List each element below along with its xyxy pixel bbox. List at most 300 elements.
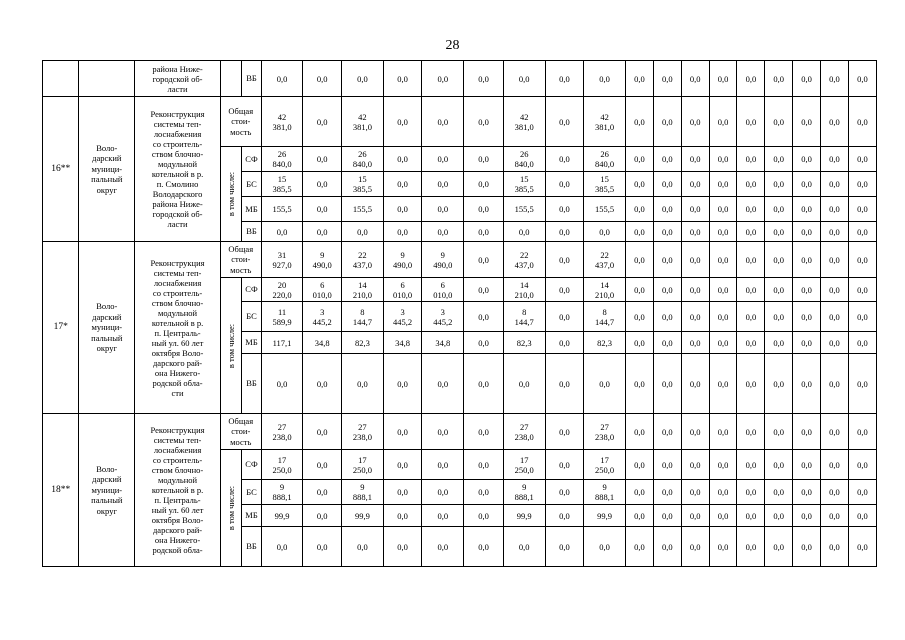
value-cell: 34,8 xyxy=(422,332,464,354)
value-cell: 0,0 xyxy=(821,61,849,97)
object-name-cell: района Ниже- городской об- ласти xyxy=(135,61,221,97)
value-cell: 0,0 xyxy=(383,197,422,222)
row-number-cell: 16** xyxy=(43,97,79,242)
value-cell: 0,0 xyxy=(342,61,384,97)
value-cell: 0,0 xyxy=(709,61,737,97)
value-cell: 0,0 xyxy=(765,61,793,97)
value-cell: 0,0 xyxy=(653,97,681,147)
value-cell: 0,0 xyxy=(626,450,654,480)
value-cell: 34,8 xyxy=(383,332,422,354)
incl-label-cell xyxy=(220,147,241,242)
value-cell: 0,0 xyxy=(793,97,821,147)
value-cell: 0,0 xyxy=(626,505,654,527)
value-cell: 0,0 xyxy=(422,222,464,242)
value-cell: 0,0 xyxy=(422,172,464,197)
value-cell: 99,9 xyxy=(584,505,626,527)
value-cell: 0,0 xyxy=(848,450,876,480)
value-cell: 0,0 xyxy=(584,61,626,97)
value-cell: 17 250,0 xyxy=(503,450,545,480)
value-cell: 0,0 xyxy=(848,97,876,147)
value-cell: 0,0 xyxy=(709,450,737,480)
value-cell: 27 238,0 xyxy=(584,414,626,450)
value-cell: 9 888,1 xyxy=(342,480,384,505)
value-cell: 20 220,0 xyxy=(261,278,303,302)
value-cell: 0,0 xyxy=(653,332,681,354)
value-cell: 0,0 xyxy=(626,172,654,197)
value-cell: 0,0 xyxy=(303,147,342,172)
value-cell: 0,0 xyxy=(626,527,654,567)
value-cell: 9 888,1 xyxy=(503,480,545,505)
value-cell: 0,0 xyxy=(681,450,709,480)
value-cell: 0,0 xyxy=(737,414,765,450)
value-cell: 0,0 xyxy=(626,97,654,147)
value-cell: 0,0 xyxy=(545,480,584,505)
value-cell: 0,0 xyxy=(383,222,422,242)
value-cell: 0,0 xyxy=(422,97,464,147)
value-cell: 0,0 xyxy=(545,61,584,97)
table-row xyxy=(43,414,877,450)
value-cell: 0,0 xyxy=(653,147,681,172)
value-cell: 14 210,0 xyxy=(584,278,626,302)
value-cell: 0,0 xyxy=(464,505,504,527)
value-cell: 0,0 xyxy=(464,97,504,147)
value-cell: 0,0 xyxy=(737,172,765,197)
value-cell: 0,0 xyxy=(681,197,709,222)
value-cell: 0,0 xyxy=(737,97,765,147)
value-cell: 0,0 xyxy=(383,414,422,450)
value-cell: 0,0 xyxy=(626,61,654,97)
value-cell: 82,3 xyxy=(584,332,626,354)
value-cell: 0,0 xyxy=(422,505,464,527)
value-cell: 0,0 xyxy=(821,197,849,222)
value-cell: 0,0 xyxy=(737,505,765,527)
total-cost-label: Общая стои- мость xyxy=(220,97,261,147)
object-name-cell: Реконструкция системы теп- лоснабжения со строитель- ством блочно- модульной котельной в р. п. Смолино Володарского района Ниже- городской об- ласти xyxy=(135,97,221,242)
value-cell: 11 589,9 xyxy=(261,302,303,332)
value-cell: 3 445,2 xyxy=(303,302,342,332)
value-cell: 0,0 xyxy=(821,172,849,197)
value-cell: 0,0 xyxy=(709,222,737,242)
value-cell: 0,0 xyxy=(848,197,876,222)
value-cell: 0,0 xyxy=(709,242,737,278)
value-cell: 0,0 xyxy=(821,527,849,567)
object-name-cell: Реконструкция системы теп- лоснабжения со строитель- ством блочно- модульной котельной в р. п. Централь- ный ул. 60 лет октября Воло- дарского рай- она Нижего- родской обла- сти xyxy=(135,242,221,414)
value-cell: 0,0 xyxy=(653,278,681,302)
value-cell: 0,0 xyxy=(626,242,654,278)
value-cell: 27 238,0 xyxy=(503,414,545,450)
value-cell: 0,0 xyxy=(584,222,626,242)
municipality-cell: Воло- дарский муници- пальный округ xyxy=(79,97,135,242)
value-cell: 155,5 xyxy=(261,197,303,222)
value-cell: 0,0 xyxy=(383,505,422,527)
value-cell: 0,0 xyxy=(422,61,464,97)
value-cell: 0,0 xyxy=(303,172,342,197)
value-cell: 34,8 xyxy=(303,332,342,354)
value-cell: 0,0 xyxy=(737,527,765,567)
value-cell: 0,0 xyxy=(261,527,303,567)
value-cell: 0,0 xyxy=(765,97,793,147)
value-cell: 0,0 xyxy=(464,354,504,414)
value-cell: 0,0 xyxy=(709,332,737,354)
value-cell: 0,0 xyxy=(709,302,737,332)
funding-type-cell: БС xyxy=(242,172,261,197)
value-cell: 0,0 xyxy=(793,147,821,172)
value-cell: 99,9 xyxy=(503,505,545,527)
value-cell: 0,0 xyxy=(848,147,876,172)
value-cell: 3 445,2 xyxy=(422,302,464,332)
value-cell: 0,0 xyxy=(737,222,765,242)
value-cell: 99,9 xyxy=(342,505,384,527)
value-cell: 0,0 xyxy=(709,505,737,527)
value-cell: 26 840,0 xyxy=(584,147,626,172)
value-cell: 0,0 xyxy=(464,197,504,222)
value-cell: 0,0 xyxy=(503,61,545,97)
value-cell: 0,0 xyxy=(765,242,793,278)
value-cell: 99,9 xyxy=(261,505,303,527)
value-cell: 42 381,0 xyxy=(342,97,384,147)
value-cell: 0,0 xyxy=(303,527,342,567)
value-cell: 0,0 xyxy=(422,147,464,172)
value-cell: 0,0 xyxy=(681,480,709,505)
value-cell: 0,0 xyxy=(709,527,737,567)
value-cell: 0,0 xyxy=(545,147,584,172)
value-cell: 0,0 xyxy=(821,480,849,505)
incl-label-cell xyxy=(220,450,241,567)
municipality-cell: Воло- дарский муници- пальный округ xyxy=(79,414,135,567)
value-cell: 0,0 xyxy=(709,147,737,172)
value-cell: 0,0 xyxy=(422,450,464,480)
value-cell: 9 888,1 xyxy=(584,480,626,505)
value-cell: 0,0 xyxy=(383,147,422,172)
value-cell: 42 381,0 xyxy=(503,97,545,147)
value-cell: 0,0 xyxy=(737,354,765,414)
funding-type-cell: ВБ xyxy=(242,354,261,414)
value-cell: 15 385,5 xyxy=(342,172,384,197)
value-cell: 0,0 xyxy=(793,242,821,278)
value-cell: 0,0 xyxy=(464,450,504,480)
value-cell: 0,0 xyxy=(383,61,422,97)
value-cell: 15 385,5 xyxy=(584,172,626,197)
value-cell: 8 144,7 xyxy=(503,302,545,332)
value-cell: 14 210,0 xyxy=(503,278,545,302)
value-cell: 0,0 xyxy=(793,505,821,527)
value-cell: 0,0 xyxy=(848,172,876,197)
value-cell: 0,0 xyxy=(342,354,384,414)
value-cell: 0,0 xyxy=(821,278,849,302)
value-cell: 0,0 xyxy=(737,61,765,97)
value-cell: 0,0 xyxy=(464,302,504,332)
value-cell: 0,0 xyxy=(342,222,384,242)
value-cell: 0,0 xyxy=(303,354,342,414)
value-cell: 0,0 xyxy=(464,61,504,97)
value-cell: 0,0 xyxy=(793,354,821,414)
value-cell: 0,0 xyxy=(626,480,654,505)
value-cell: 0,0 xyxy=(303,414,342,450)
value-cell: 0,0 xyxy=(737,480,765,505)
value-cell: 0,0 xyxy=(464,147,504,172)
value-cell: 0,0 xyxy=(653,302,681,332)
value-cell: 0,0 xyxy=(821,222,849,242)
value-cell: 0,0 xyxy=(793,61,821,97)
value-cell: 0,0 xyxy=(464,332,504,354)
value-cell: 0,0 xyxy=(821,332,849,354)
value-cell: 0,0 xyxy=(681,414,709,450)
funding-type-cell: БС xyxy=(242,480,261,505)
value-cell: 0,0 xyxy=(303,197,342,222)
table-row xyxy=(43,97,877,147)
value-cell: 0,0 xyxy=(793,527,821,567)
value-cell: 0,0 xyxy=(848,278,876,302)
value-cell: 0,0 xyxy=(464,242,504,278)
value-cell: 0,0 xyxy=(626,147,654,172)
value-cell: 0,0 xyxy=(545,414,584,450)
value-cell: 0,0 xyxy=(584,527,626,567)
value-cell: 0,0 xyxy=(737,147,765,172)
value-cell: 0,0 xyxy=(765,505,793,527)
value-cell: 0,0 xyxy=(653,354,681,414)
value-cell: 0,0 xyxy=(821,450,849,480)
value-cell: 0,0 xyxy=(681,505,709,527)
value-cell: 0,0 xyxy=(821,242,849,278)
value-cell: 0,0 xyxy=(848,61,876,97)
value-cell: 117,1 xyxy=(261,332,303,354)
value-cell: 0,0 xyxy=(793,332,821,354)
value-cell: 155,5 xyxy=(584,197,626,222)
value-cell: 0,0 xyxy=(765,414,793,450)
value-cell: 0,0 xyxy=(681,278,709,302)
value-cell: 0,0 xyxy=(464,527,504,567)
value-cell: 0,0 xyxy=(653,222,681,242)
value-cell: 0,0 xyxy=(848,222,876,242)
value-cell: 0,0 xyxy=(422,414,464,450)
value-cell: 0,0 xyxy=(464,278,504,302)
value-cell: 0,0 xyxy=(709,278,737,302)
value-cell: 0,0 xyxy=(303,222,342,242)
value-cell: 3 445,2 xyxy=(383,302,422,332)
value-cell: 0,0 xyxy=(383,354,422,414)
value-cell: 0,0 xyxy=(848,242,876,278)
value-cell: 8 144,7 xyxy=(342,302,384,332)
funding-type-cell: СФ xyxy=(242,147,261,172)
value-cell: 0,0 xyxy=(737,197,765,222)
value-cell: 26 840,0 xyxy=(503,147,545,172)
value-cell: 0,0 xyxy=(653,172,681,197)
value-cell: 31 927,0 xyxy=(261,242,303,278)
value-cell: 0,0 xyxy=(848,505,876,527)
value-cell: 0,0 xyxy=(545,242,584,278)
value-cell: 0,0 xyxy=(821,414,849,450)
value-cell: 0,0 xyxy=(765,197,793,222)
table-row xyxy=(43,242,877,278)
object-name-cell: Реконструкция системы теп- лоснабжения со строитель- ством блочно- модульной котельной в р. п. Централь- ный ул. 60 лет октября Воло- дарского рай- она Нижего- родской обла- xyxy=(135,414,221,567)
funding-type-cell: МБ xyxy=(242,505,261,527)
value-cell: 0,0 xyxy=(821,505,849,527)
value-cell: 0,0 xyxy=(848,414,876,450)
total-cost-label: Общая стои- мость xyxy=(220,414,261,450)
value-cell: 17 250,0 xyxy=(584,450,626,480)
value-cell: 0,0 xyxy=(383,450,422,480)
value-cell: 0,0 xyxy=(626,354,654,414)
value-cell: 0,0 xyxy=(503,527,545,567)
value-cell: 17 250,0 xyxy=(342,450,384,480)
value-cell: 9 490,0 xyxy=(422,242,464,278)
value-cell: 0,0 xyxy=(793,172,821,197)
value-cell: 26 840,0 xyxy=(342,147,384,172)
value-cell: 0,0 xyxy=(737,278,765,302)
page-number: 28 xyxy=(445,38,460,53)
funding-type-cell: ВБ xyxy=(242,527,261,567)
value-cell: 0,0 xyxy=(303,61,342,97)
value-cell: 0,0 xyxy=(765,354,793,414)
value-cell: 0,0 xyxy=(653,480,681,505)
value-cell: 0,0 xyxy=(848,302,876,332)
value-cell: 0,0 xyxy=(464,480,504,505)
total-cost-label: Общая стои- мость xyxy=(220,242,261,278)
value-cell: 0,0 xyxy=(765,527,793,567)
value-cell: 0,0 xyxy=(821,97,849,147)
value-cell: 22 437,0 xyxy=(342,242,384,278)
value-cell: 0,0 xyxy=(545,332,584,354)
value-cell: 0,0 xyxy=(653,505,681,527)
funding-type-cell: МБ xyxy=(242,197,261,222)
value-cell: 0,0 xyxy=(503,222,545,242)
value-cell: 0,0 xyxy=(681,242,709,278)
value-cell: 0,0 xyxy=(765,332,793,354)
value-cell: 0,0 xyxy=(765,172,793,197)
value-cell: 0,0 xyxy=(709,197,737,222)
value-cell: 0,0 xyxy=(653,527,681,567)
value-cell: 0,0 xyxy=(765,480,793,505)
value-cell: 0,0 xyxy=(545,197,584,222)
value-cell: 0,0 xyxy=(793,480,821,505)
value-cell: 0,0 xyxy=(422,527,464,567)
value-cell: 0,0 xyxy=(584,354,626,414)
value-cell: 0,0 xyxy=(653,197,681,222)
value-cell: 0,0 xyxy=(681,332,709,354)
value-cell: 14 210,0 xyxy=(342,278,384,302)
budget-table xyxy=(42,60,877,567)
value-cell: 0,0 xyxy=(765,278,793,302)
value-cell: 0,0 xyxy=(545,505,584,527)
value-cell: 0,0 xyxy=(793,222,821,242)
funding-type-cell: ВБ xyxy=(242,222,261,242)
value-cell: 0,0 xyxy=(765,450,793,480)
incl-cell xyxy=(220,61,241,97)
value-cell: 82,3 xyxy=(503,332,545,354)
value-cell: 0,0 xyxy=(737,302,765,332)
value-cell: 0,0 xyxy=(709,354,737,414)
value-cell: 0,0 xyxy=(821,147,849,172)
municipality-cell xyxy=(79,61,135,97)
value-cell: 0,0 xyxy=(342,527,384,567)
value-cell: 0,0 xyxy=(681,302,709,332)
value-cell: 9 490,0 xyxy=(303,242,342,278)
value-cell: 0,0 xyxy=(545,302,584,332)
value-cell: 0,0 xyxy=(626,278,654,302)
row-number-cell xyxy=(43,61,79,97)
value-cell: 0,0 xyxy=(422,480,464,505)
value-cell: 0,0 xyxy=(681,527,709,567)
value-cell: 0,0 xyxy=(503,354,545,414)
municipality-cell: Воло- дарский муници- пальный округ xyxy=(79,242,135,414)
value-cell: 0,0 xyxy=(626,414,654,450)
value-cell: 0,0 xyxy=(848,332,876,354)
value-cell: 0,0 xyxy=(681,354,709,414)
value-cell: 0,0 xyxy=(383,97,422,147)
value-cell: 0,0 xyxy=(383,480,422,505)
value-cell: 0,0 xyxy=(681,61,709,97)
funding-type-cell: СФ xyxy=(242,450,261,480)
row-number-cell: 18** xyxy=(43,414,79,567)
incl-label: в том числе: xyxy=(225,485,236,531)
value-cell: 0,0 xyxy=(709,414,737,450)
value-cell: 0,0 xyxy=(848,480,876,505)
value-cell: 6 010,0 xyxy=(303,278,342,302)
value-cell: 0,0 xyxy=(545,278,584,302)
value-cell: 0,0 xyxy=(303,480,342,505)
value-cell: 0,0 xyxy=(545,527,584,567)
incl-label-cell xyxy=(220,278,241,414)
value-cell: 0,0 xyxy=(383,172,422,197)
value-cell: 0,0 xyxy=(793,278,821,302)
value-cell: 0,0 xyxy=(653,242,681,278)
funding-type-cell: СФ xyxy=(242,278,261,302)
value-cell: 6 010,0 xyxy=(422,278,464,302)
value-cell: 0,0 xyxy=(545,450,584,480)
value-cell: 0,0 xyxy=(464,222,504,242)
value-cell: 15 385,5 xyxy=(503,172,545,197)
value-cell: 0,0 xyxy=(793,414,821,450)
value-cell: 0,0 xyxy=(422,354,464,414)
value-cell: 0,0 xyxy=(681,172,709,197)
value-cell: 0,0 xyxy=(793,450,821,480)
value-cell: 0,0 xyxy=(737,332,765,354)
value-cell: 0,0 xyxy=(261,61,303,97)
value-cell: 9 490,0 xyxy=(383,242,422,278)
value-cell: 0,0 xyxy=(545,97,584,147)
value-cell: 22 437,0 xyxy=(584,242,626,278)
value-cell: 0,0 xyxy=(626,302,654,332)
value-cell: 22 437,0 xyxy=(503,242,545,278)
value-cell: 27 238,0 xyxy=(342,414,384,450)
value-cell: 155,5 xyxy=(503,197,545,222)
funding-type-cell: МБ xyxy=(242,332,261,354)
value-cell: 0,0 xyxy=(626,332,654,354)
value-cell: 0,0 xyxy=(821,354,849,414)
value-cell: 42 381,0 xyxy=(261,97,303,147)
value-cell: 26 840,0 xyxy=(261,147,303,172)
value-cell: 0,0 xyxy=(626,197,654,222)
value-cell: 0,0 xyxy=(821,302,849,332)
value-cell: 0,0 xyxy=(545,354,584,414)
value-cell: 0,0 xyxy=(422,197,464,222)
row-number-cell: 17* xyxy=(43,242,79,414)
value-cell: 0,0 xyxy=(681,222,709,242)
table-row xyxy=(43,61,877,97)
value-cell: 0,0 xyxy=(303,97,342,147)
value-cell: 0,0 xyxy=(848,354,876,414)
value-cell: 0,0 xyxy=(383,527,422,567)
value-cell: 0,0 xyxy=(793,302,821,332)
value-cell: 17 250,0 xyxy=(261,450,303,480)
value-cell: 0,0 xyxy=(261,354,303,414)
incl-label: в том числе: xyxy=(225,171,236,217)
value-cell: 0,0 xyxy=(653,414,681,450)
value-cell: 0,0 xyxy=(626,222,654,242)
funding-type-cell: БС xyxy=(242,302,261,332)
value-cell: 0,0 xyxy=(709,97,737,147)
value-cell: 27 238,0 xyxy=(261,414,303,450)
